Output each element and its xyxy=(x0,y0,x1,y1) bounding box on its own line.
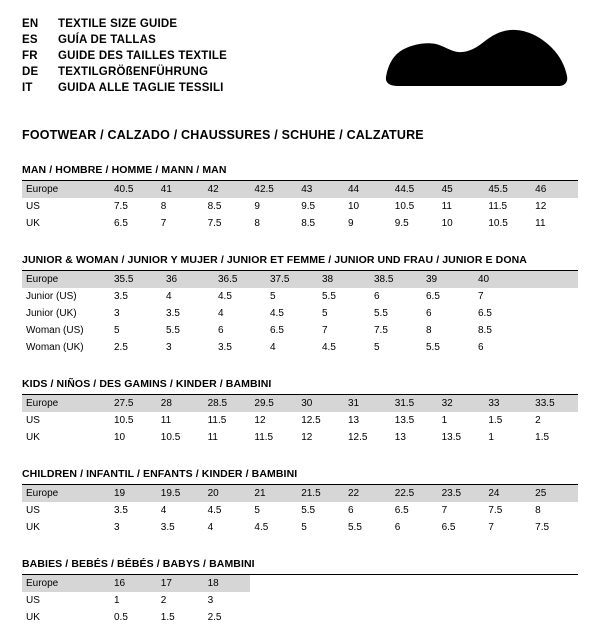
cell: 41 xyxy=(157,181,204,198)
cell: 43 xyxy=(297,181,344,198)
cell: 44.5 xyxy=(391,181,438,198)
cell: 11 xyxy=(535,218,546,229)
cell xyxy=(250,609,297,626)
cell: 16 xyxy=(110,575,157,592)
cell: 7 xyxy=(488,522,494,533)
cell: 2.5 xyxy=(114,342,128,353)
cell: 33 xyxy=(484,395,531,412)
group-kids xyxy=(22,378,578,446)
cell: 3.5 xyxy=(114,505,128,516)
table-row xyxy=(22,322,578,339)
cell: 24 xyxy=(484,485,531,502)
cell: 6.5 xyxy=(426,291,440,302)
language-code: FR xyxy=(22,50,38,62)
cell: 35.5 xyxy=(110,271,162,288)
cell: 1 xyxy=(488,432,494,443)
table-row xyxy=(22,502,578,519)
cell: 3 xyxy=(114,308,120,319)
cell: 9.5 xyxy=(301,201,316,212)
cell xyxy=(438,609,485,626)
cell: 7 xyxy=(322,325,328,336)
cell: 30 xyxy=(297,395,344,412)
cell: 7.5 xyxy=(374,325,388,336)
group-heading: BABIES / BEBÉS / BÉBÉS / BABYS / BAMBINI xyxy=(22,558,578,575)
cell xyxy=(391,575,438,592)
table-row xyxy=(22,575,578,592)
row-label: Europe xyxy=(22,575,110,592)
cell: 8.5 xyxy=(207,201,222,212)
language-title: TEXTILE SIZE GUIDE xyxy=(58,18,178,30)
cell: 3.5 xyxy=(114,291,128,302)
cell: 4 xyxy=(270,342,276,353)
cell: 38 xyxy=(318,271,370,288)
cell: 39 xyxy=(422,271,474,288)
cell: 28 xyxy=(157,395,204,412)
cell: 20 xyxy=(204,485,251,502)
cell xyxy=(438,575,485,592)
size-table-babies xyxy=(22,575,578,626)
cell: 4.5 xyxy=(218,291,232,302)
cell: 12 xyxy=(254,415,266,426)
cell: 31.5 xyxy=(391,395,438,412)
cell: 7.5 xyxy=(488,505,503,516)
cell: 6 xyxy=(478,342,484,353)
cell: 38.5 xyxy=(370,271,422,288)
cell: 4.5 xyxy=(322,342,336,353)
cell: 4 xyxy=(160,505,167,516)
cell: 11 xyxy=(207,432,218,443)
table-row xyxy=(22,215,578,232)
cell: 2 xyxy=(535,415,541,426)
cell: 11.5 xyxy=(254,432,274,443)
cell: 5.5 xyxy=(301,505,316,516)
cell: 12 xyxy=(535,201,547,212)
cell: 6 xyxy=(374,291,380,302)
row-label: US xyxy=(26,505,40,516)
cell xyxy=(344,575,391,592)
row-label: Junior (UK) xyxy=(26,308,77,319)
cell xyxy=(526,288,578,305)
table-row xyxy=(22,485,578,502)
language-code: EN xyxy=(22,18,39,30)
group-heading: JUNIOR & WOMAN / JUNIOR Y MUJER / JUNIOR ET FEMME / JUNIOR UND FRAU / JUNIOR E DONA xyxy=(22,254,578,271)
size-table-kids xyxy=(22,395,578,446)
cell xyxy=(531,575,578,592)
group-heading: CHILDREN / INFANTIL / ENFANTS / KINDER / BAMBINI xyxy=(22,468,578,485)
cell: 8.5 xyxy=(301,218,316,229)
cell: 1.5 xyxy=(535,432,550,443)
language-title: TEXTILGRÖßENFÜHRUNG xyxy=(58,66,209,78)
cell: 22.5 xyxy=(391,485,438,502)
cell xyxy=(391,609,438,626)
dress-shoe-icon xyxy=(380,28,570,98)
cell: 44 xyxy=(344,181,391,198)
cell: 0.5 xyxy=(114,612,128,623)
cell: 42 xyxy=(204,181,251,198)
cell xyxy=(297,575,344,592)
language-title: GUIDA ALLE TAGLIE TESSILI xyxy=(58,82,224,94)
row-label: Woman (US) xyxy=(26,325,84,336)
cell: 1 xyxy=(441,415,448,426)
cell: 4 xyxy=(207,522,214,533)
cell: 5 xyxy=(114,325,120,336)
cell: 10 xyxy=(441,218,453,229)
cell: 10.5 xyxy=(114,415,134,426)
cell: 1 xyxy=(114,595,120,606)
cell: 6.5 xyxy=(270,325,284,336)
cell: 4.5 xyxy=(207,505,222,516)
cell: 18 xyxy=(204,575,251,592)
cell: 5.5 xyxy=(322,291,336,302)
cell: 5 xyxy=(301,522,307,533)
cell: 11 xyxy=(441,201,452,212)
cell: 10.5 xyxy=(394,201,415,212)
cell: 40 xyxy=(474,271,526,288)
cell: 8 xyxy=(254,218,260,229)
cell: 42.5 xyxy=(250,181,297,198)
language-title: GUIDE DES TAILLES TEXTILE xyxy=(58,50,227,62)
cell: 7 xyxy=(478,291,484,302)
cell: 7 xyxy=(160,218,167,229)
cell: 6.5 xyxy=(114,218,128,229)
cell xyxy=(531,592,578,609)
cell: 6.5 xyxy=(394,505,409,516)
row-label: US xyxy=(26,201,40,212)
cell: 46 xyxy=(531,181,578,198)
group-junior-woman xyxy=(22,254,578,356)
cell: 19 xyxy=(110,485,157,502)
cell: 1.5 xyxy=(488,415,503,426)
cell xyxy=(484,592,531,609)
cell: 4 xyxy=(218,308,224,319)
size-table-children xyxy=(22,485,578,536)
row-label: Europe xyxy=(22,395,110,412)
cell: 37.5 xyxy=(266,271,318,288)
cell: 5 xyxy=(254,505,260,516)
language-code: ES xyxy=(22,34,38,46)
cell xyxy=(391,592,438,609)
cell xyxy=(484,609,531,626)
cell: 6.5 xyxy=(441,522,456,533)
row-label: Woman (UK) xyxy=(26,342,84,353)
cell: 4.5 xyxy=(254,522,269,533)
cell: 13.5 xyxy=(394,415,415,426)
cell: 11 xyxy=(160,415,172,426)
table-row xyxy=(22,395,578,412)
cell: 7.5 xyxy=(207,218,222,229)
cell: 40.5 xyxy=(110,181,157,198)
table-row xyxy=(22,609,578,626)
cell: 45.5 xyxy=(484,181,531,198)
cell: 5.5 xyxy=(426,342,440,353)
cell: 9.5 xyxy=(394,218,409,229)
cell: 10.5 xyxy=(160,432,181,443)
row-label: Europe xyxy=(22,485,110,502)
header xyxy=(22,16,578,112)
cell: 25 xyxy=(531,485,578,502)
cell xyxy=(438,592,485,609)
row-label: Europe xyxy=(22,181,110,198)
table-row xyxy=(22,181,578,198)
cell: 21.5 xyxy=(297,485,344,502)
cell xyxy=(526,322,578,339)
cell: 6 xyxy=(347,505,354,516)
language-title: GUÍA DE TALLAS xyxy=(58,34,156,46)
cell: 5 xyxy=(322,308,328,319)
cell: 22 xyxy=(344,485,391,502)
cell: 4 xyxy=(166,291,172,302)
cell: 8 xyxy=(535,505,541,516)
table-row xyxy=(22,288,578,305)
cell: 9 xyxy=(254,201,260,212)
row-label: Junior (US) xyxy=(26,291,77,302)
cell xyxy=(250,575,297,592)
group-heading: MAN / HOMBRE / HOMME / MANN / MAN xyxy=(22,164,578,181)
cell: 10 xyxy=(347,201,360,212)
cell: 5.5 xyxy=(374,308,388,319)
cell: 27.5 xyxy=(110,395,157,412)
cell xyxy=(297,609,344,626)
size-table-junior-woman xyxy=(22,271,578,356)
group-babies xyxy=(22,558,578,626)
cell xyxy=(526,305,578,322)
row-label: UK xyxy=(26,522,40,533)
cell: 7.5 xyxy=(114,201,128,212)
table-row xyxy=(22,592,578,609)
cell: 5 xyxy=(270,291,276,302)
cell: 12 xyxy=(301,432,313,443)
section-title: FOOTWEAR / CALZADO / CHAUSSURES / SCHUHE / CALZATURE xyxy=(22,128,424,142)
row-label: UK xyxy=(26,218,40,229)
cell: 9 xyxy=(347,218,354,229)
cell: 8 xyxy=(426,325,432,336)
cell: 1.5 xyxy=(160,612,175,623)
cell xyxy=(250,592,297,609)
table-row xyxy=(22,429,578,446)
table-row xyxy=(22,339,578,356)
table-row xyxy=(22,271,578,288)
cell: 28.5 xyxy=(204,395,251,412)
table-row xyxy=(22,412,578,429)
cell: 36.5 xyxy=(214,271,266,288)
cell xyxy=(344,592,391,609)
language-code: IT xyxy=(22,82,33,94)
cell xyxy=(484,575,531,592)
cell: 3.5 xyxy=(218,342,232,353)
cell xyxy=(344,609,391,626)
size-table-man xyxy=(22,181,578,232)
cell: 13 xyxy=(347,415,360,426)
table-row xyxy=(22,198,578,215)
cell: 23.5 xyxy=(438,485,485,502)
cell xyxy=(526,339,578,356)
cell: 3.5 xyxy=(166,308,180,319)
row-label: UK xyxy=(26,612,40,623)
row-label: UK xyxy=(26,432,40,443)
cell: 32 xyxy=(438,395,485,412)
cell: 8.5 xyxy=(478,325,492,336)
cell: 4.5 xyxy=(270,308,284,319)
cell: 3 xyxy=(207,595,214,606)
cell: 45 xyxy=(438,181,485,198)
cell: 13 xyxy=(394,432,406,443)
group-man xyxy=(22,164,578,232)
cell: 11.5 xyxy=(488,201,508,212)
cell: 12.5 xyxy=(347,432,368,443)
cell: 29.5 xyxy=(250,395,297,412)
cell: 5.5 xyxy=(166,325,180,336)
cell xyxy=(526,271,578,288)
cell: 11.5 xyxy=(207,415,227,426)
cell: 10.5 xyxy=(488,218,508,229)
cell: 3.5 xyxy=(160,522,175,533)
group-children xyxy=(22,468,578,536)
cell: 13.5 xyxy=(441,432,462,443)
cell: 8 xyxy=(160,201,167,212)
cell: 7.5 xyxy=(535,522,550,533)
table-row xyxy=(22,519,578,536)
row-label: US xyxy=(26,595,40,606)
cell: 31 xyxy=(344,395,391,412)
cell: 17 xyxy=(157,575,204,592)
cell: 19.5 xyxy=(157,485,204,502)
cell: 5.5 xyxy=(347,522,362,533)
cell xyxy=(297,592,344,609)
group-heading: KIDS / NIÑOS / DES GAMINS / KINDER / BAMBINI xyxy=(22,378,578,395)
cell: 2.5 xyxy=(207,612,222,623)
cell: 33.5 xyxy=(531,395,578,412)
cell: 21 xyxy=(250,485,297,502)
cell: 3 xyxy=(114,522,120,533)
language-code: DE xyxy=(22,66,39,78)
cell: 6.5 xyxy=(478,308,492,319)
cell xyxy=(531,609,578,626)
cell: 2 xyxy=(160,595,167,606)
cell: 12.5 xyxy=(301,415,321,426)
cell: 36 xyxy=(162,271,214,288)
row-label: US xyxy=(26,415,40,426)
cell: 6 xyxy=(426,308,432,319)
cell: 7 xyxy=(441,505,448,516)
table-row xyxy=(22,305,578,322)
cell: 6 xyxy=(394,522,401,533)
cell: 6 xyxy=(218,325,224,336)
cell: 10 xyxy=(114,432,126,443)
cell: 5 xyxy=(374,342,380,353)
row-label: Europe xyxy=(22,271,110,288)
cell: 3 xyxy=(166,342,172,353)
